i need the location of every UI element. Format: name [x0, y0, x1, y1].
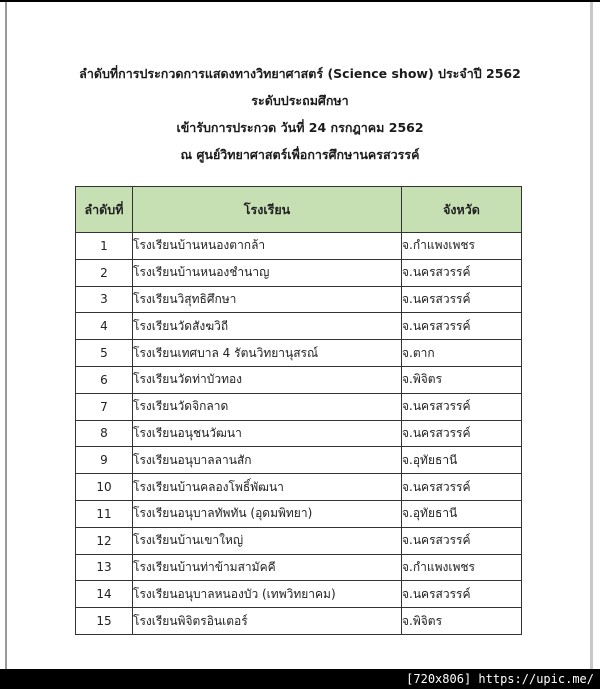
province-cell: จ.นครสวรรค์ [402, 286, 522, 313]
results-table [75, 186, 522, 635]
order-cell: 1 [76, 233, 133, 260]
title-line-venue: ณ ศูนย์วิทยาศาสตร์เพื่อการศึกษานครสวรรค์ [180, 147, 420, 162]
school-cell: โรงเรียนวัดจิกลาด [133, 393, 402, 420]
province-cell: จ.อุทัยธานี [402, 447, 522, 474]
order-cell: 9 [76, 447, 133, 474]
order-cell: 4 [76, 313, 133, 340]
title-line-level: ระดับประถมศึกษา [251, 93, 349, 108]
title-line-date: เข้ารับการประกวด วันที่ 24 กรกฎาคม 2562 [176, 120, 424, 135]
table-row [76, 554, 522, 581]
table-body [76, 233, 522, 635]
province-cell: จ.กำแพงเพชร [402, 554, 522, 581]
table-row [76, 527, 522, 554]
order-cell: 12 [76, 527, 133, 554]
order-cell: 6 [76, 366, 133, 393]
school-cell: โรงเรียนพิจิตรอินเตอร์ [133, 608, 402, 635]
province-cell: จ.นครสวรรค์ [402, 313, 522, 340]
school-cell: โรงเรียนอนุบาลทัพทัน (อุดมพิทยา) [133, 500, 402, 527]
province-cell: จ.กำแพงเพชร [402, 233, 522, 260]
school-cell: โรงเรียนบ้านหนองตากล้า [133, 233, 402, 260]
table-row [76, 474, 522, 501]
document-page [0, 2, 600, 669]
province-cell: จ.อุทัยธานี [402, 500, 522, 527]
order-cell: 14 [76, 581, 133, 608]
column-header-province: จังหวัด [402, 187, 522, 233]
province-cell: จ.พิจิตร [402, 366, 522, 393]
order-cell: 15 [76, 608, 133, 635]
school-cell: โรงเรียนวัดสังฆวิถี [133, 313, 402, 340]
province-cell: จ.นครสวรรค์ [402, 581, 522, 608]
order-cell: 10 [76, 474, 133, 501]
order-cell: 11 [76, 500, 133, 527]
table-row [76, 393, 522, 420]
province-cell: จ.นครสวรรค์ [402, 527, 522, 554]
order-cell: 13 [76, 554, 133, 581]
table-row [76, 259, 522, 286]
province-cell: จ.นครสวรรค์ [402, 420, 522, 447]
table-row [76, 581, 522, 608]
table-row [76, 420, 522, 447]
province-cell: จ.นครสวรรค์ [402, 474, 522, 501]
table-row [76, 313, 522, 340]
province-cell: จ.พิจิตร [402, 608, 522, 635]
table-header-row [76, 187, 522, 233]
school-cell: โรงเรียนเทศบาล 4 รัตนวิทยานุสรณ์ [133, 340, 402, 367]
school-cell: โรงเรียนอนุบาลหนองบัว (เทพวิทยาคม) [133, 581, 402, 608]
school-cell: โรงเรียนบ้านหนองชำนาญ [133, 259, 402, 286]
table-row [76, 233, 522, 260]
column-header-order: ลำดับที่ [76, 187, 133, 233]
school-cell: โรงเรียนวัดท่าบัวทอง [133, 366, 402, 393]
image-host-watermark: [720x806] https://upic.me/ [406, 672, 594, 686]
school-cell: โรงเรียนบ้านคลองโพธิ์พัฒนา [133, 474, 402, 501]
title-line-competition: ลำดับที่การประกวดการแสดงทางวิทยาศาสตร์ (Science show) ประจำปี 2562 [79, 66, 521, 81]
province-cell: จ.ตาก [402, 340, 522, 367]
school-cell: โรงเรียนบ้านเขาใหญ่ [133, 527, 402, 554]
table-row [76, 286, 522, 313]
table-row [76, 500, 522, 527]
school-cell: โรงเรียนวิสุทธิศึกษา [133, 286, 402, 313]
school-cell: โรงเรียนอนุชนวัฒนา [133, 420, 402, 447]
order-cell: 8 [76, 420, 133, 447]
table-row [76, 608, 522, 635]
order-cell: 3 [76, 286, 133, 313]
column-header-school: โรงเรียน [133, 187, 402, 233]
document-title-block [0, 60, 600, 168]
order-cell: 7 [76, 393, 133, 420]
table-row [76, 340, 522, 367]
order-cell: 5 [76, 340, 133, 367]
school-cell: โรงเรียนบ้านท่าข้ามสามัคคี [133, 554, 402, 581]
school-cell: โรงเรียนอนุบาลลานสัก [133, 447, 402, 474]
province-cell: จ.นครสวรรค์ [402, 259, 522, 286]
table-row [76, 366, 522, 393]
order-cell: 2 [76, 259, 133, 286]
table-row [76, 447, 522, 474]
province-cell: จ.นครสวรรค์ [402, 393, 522, 420]
